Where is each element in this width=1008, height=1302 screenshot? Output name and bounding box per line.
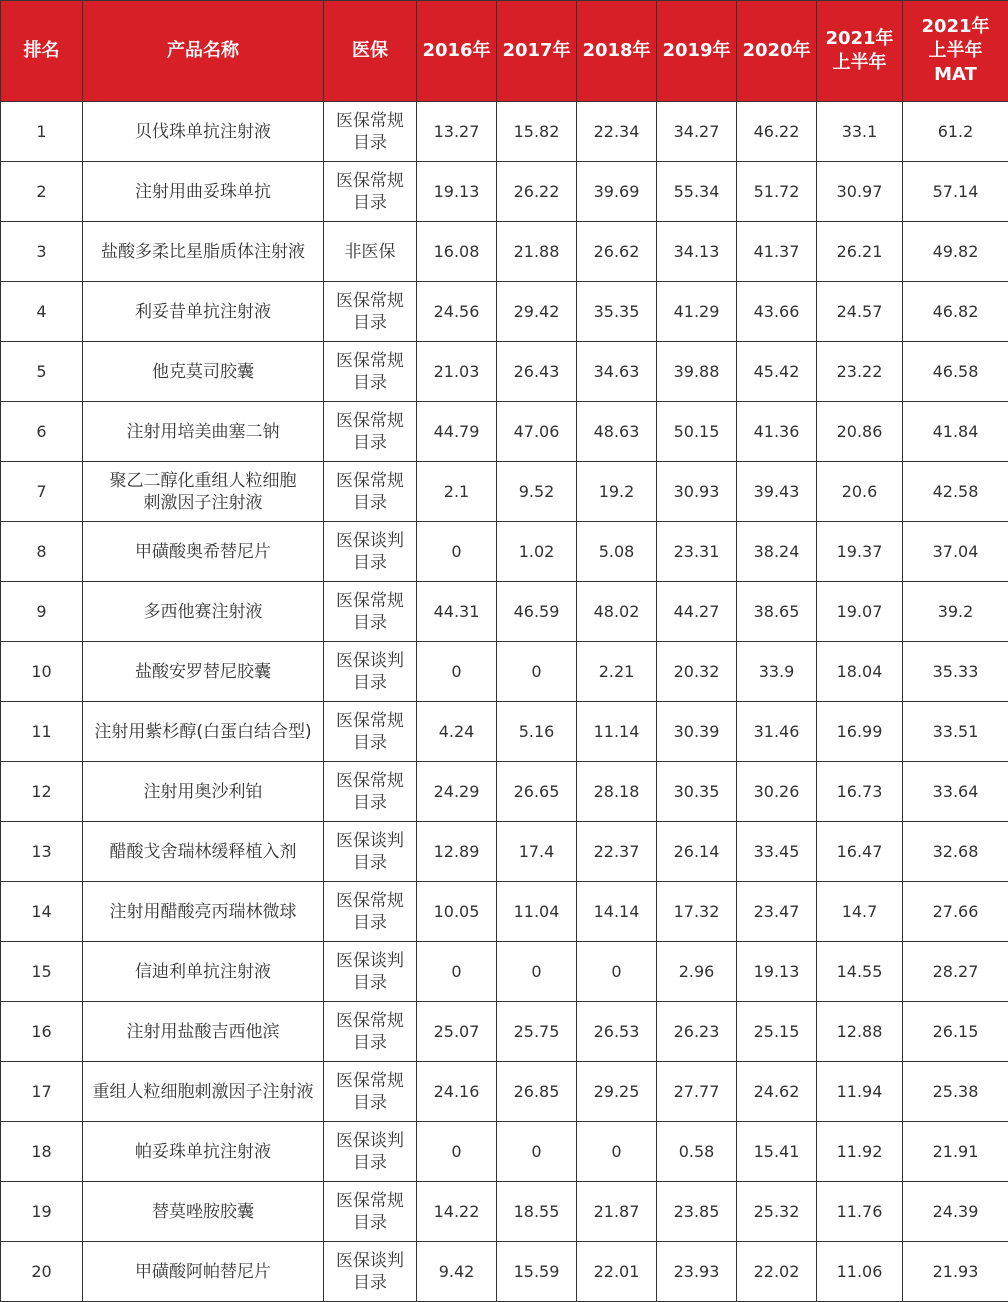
- value-2020-cell: 23.47: [737, 882, 817, 942]
- value-2020-cell: 38.65: [737, 582, 817, 642]
- value-2017-cell: 25.75: [497, 1002, 577, 1062]
- value-2020-cell: 41.37: [737, 222, 817, 282]
- value-2021-h1-cell: 20.6: [817, 462, 903, 522]
- value-2020-cell: 25.15: [737, 1002, 817, 1062]
- value-2021-h1-cell: 33.1: [817, 102, 903, 162]
- insurance-cell-line: 目录: [353, 972, 387, 993]
- insurance-cell-line: 目录: [353, 912, 387, 933]
- value-2018-cell: 0: [577, 1122, 657, 1182]
- value-2016-cell: 0: [417, 1122, 497, 1182]
- value-2018-cell: 48.02: [577, 582, 657, 642]
- value-2016-cell: 9.42: [417, 1242, 497, 1302]
- value-2019-cell: 26.14: [657, 822, 737, 882]
- table-row: [1, 1002, 1008, 1062]
- value-2016-cell: 2.1: [417, 462, 497, 522]
- value-2020-cell: 24.62: [737, 1062, 817, 1122]
- product-name-cell: 盐酸多柔比星脂质体注射液: [83, 222, 324, 282]
- table-row: [1, 642, 1008, 702]
- insurance-cell-line: 目录: [353, 552, 387, 573]
- value-2021-mat-cell: 25.38: [903, 1062, 1008, 1122]
- product-name-cell-line: 聚乙二醇化重组人粒细胞: [109, 470, 297, 491]
- value-2019-cell: 23.93: [657, 1242, 737, 1302]
- value-2021-mat-cell: 46.58: [903, 342, 1008, 402]
- value-2018-cell: 28.18: [577, 762, 657, 822]
- value-2021-h1-cell: 16.99: [817, 702, 903, 762]
- header-product-name: 产品名称: [83, 1, 324, 102]
- value-2020-cell: 51.72: [737, 162, 817, 222]
- product-name-cell: [83, 462, 324, 522]
- value-2017-cell: 26.22: [497, 162, 577, 222]
- product-name-cell: 甲磺酸奥希替尼片: [83, 522, 324, 582]
- rank-cell: 10: [1, 642, 83, 702]
- insurance-cell-line: 目录: [353, 312, 387, 333]
- table-row: [1, 282, 1008, 342]
- insurance-cell-line: 医保谈判: [336, 830, 404, 851]
- table-row: [1, 1242, 1008, 1302]
- insurance-cell: [324, 882, 417, 942]
- insurance-cell-line: 医保谈判: [336, 650, 404, 671]
- header-2018: 2018年: [577, 1, 657, 102]
- value-2019-cell: 23.31: [657, 522, 737, 582]
- value-2016-cell: 4.24: [417, 702, 497, 762]
- value-2020-cell: 22.02: [737, 1242, 817, 1302]
- value-2021-mat-cell: 41.84: [903, 402, 1008, 462]
- insurance-cell: [324, 702, 417, 762]
- value-2017-cell: 26.85: [497, 1062, 577, 1122]
- value-2017-cell: 46.59: [497, 582, 577, 642]
- product-name-cell: 注射用奥沙利铂: [83, 762, 324, 822]
- value-2021-mat-cell: 21.91: [903, 1122, 1008, 1182]
- value-2021-mat-cell: 46.82: [903, 282, 1008, 342]
- insurance-cell-line: 医保常规: [336, 1190, 404, 1211]
- value-2017-cell: 26.65: [497, 762, 577, 822]
- table-row: [1, 1182, 1008, 1242]
- value-2016-cell: 24.16: [417, 1062, 497, 1122]
- insurance-cell-line: 医保常规: [336, 1010, 404, 1031]
- value-2016-cell: 44.31: [417, 582, 497, 642]
- table-row: [1, 102, 1008, 162]
- value-2016-cell: 24.29: [417, 762, 497, 822]
- header-insurance: 医保: [324, 1, 417, 102]
- value-2016-cell: 10.05: [417, 882, 497, 942]
- rank-cell: 1: [1, 102, 83, 162]
- rank-cell: 7: [1, 462, 83, 522]
- insurance-cell-line: 医保谈判: [336, 950, 404, 971]
- insurance-cell-line: 医保常规: [336, 1070, 404, 1091]
- value-2020-cell: 33.9: [737, 642, 817, 702]
- insurance-cell: [324, 642, 417, 702]
- value-2018-cell: 39.69: [577, 162, 657, 222]
- value-2019-cell: 27.77: [657, 1062, 737, 1122]
- insurance-cell-line: 目录: [353, 1092, 387, 1113]
- insurance-cell: [324, 282, 417, 342]
- value-2020-cell: 19.13: [737, 942, 817, 1002]
- value-2020-cell: 33.45: [737, 822, 817, 882]
- product-name-cell: 重组人粒细胞刺激因子注射液: [83, 1062, 324, 1122]
- value-2017-cell: 5.16: [497, 702, 577, 762]
- value-2019-cell: 39.88: [657, 342, 737, 402]
- insurance-cell: [324, 342, 417, 402]
- product-name-cell: 注射用紫杉醇(白蛋白结合型): [83, 702, 324, 762]
- value-2019-cell: 23.85: [657, 1182, 737, 1242]
- table-row: [1, 402, 1008, 462]
- value-2017-cell: 11.04: [497, 882, 577, 942]
- rank-cell: 9: [1, 582, 83, 642]
- insurance-cell-line: 医保谈判: [336, 530, 404, 551]
- table-row: [1, 942, 1008, 1002]
- value-2018-cell: 0: [577, 942, 657, 1002]
- value-2016-cell: 12.89: [417, 822, 497, 882]
- insurance-cell-line: 医保常规: [336, 710, 404, 731]
- product-name-cell: 替莫唑胺胶囊: [83, 1182, 324, 1242]
- rank-cell: 3: [1, 222, 83, 282]
- insurance-cell-line: 目录: [353, 1152, 387, 1173]
- product-name-cell: 他克莫司胶囊: [83, 342, 324, 402]
- insurance-cell: [324, 102, 417, 162]
- value-2021-h1-cell: 26.21: [817, 222, 903, 282]
- product-name-cell: 甲磺酸阿帕替尼片: [83, 1242, 324, 1302]
- value-2021-h1-cell: 16.47: [817, 822, 903, 882]
- rank-cell: 5: [1, 342, 83, 402]
- value-2018-cell: 5.08: [577, 522, 657, 582]
- insurance-cell-line: 医保常规: [336, 350, 404, 371]
- value-2016-cell: 44.79: [417, 402, 497, 462]
- product-name-cell: 信迪利单抗注射液: [83, 942, 324, 1002]
- insurance-cell-line: 目录: [353, 1032, 387, 1053]
- value-2019-cell: 30.35: [657, 762, 737, 822]
- header-2021-mat-line: MAT: [934, 64, 977, 85]
- value-2017-cell: 47.06: [497, 402, 577, 462]
- value-2016-cell: 24.56: [417, 282, 497, 342]
- value-2019-cell: 17.32: [657, 882, 737, 942]
- insurance-cell-line: 非医保: [344, 241, 396, 262]
- product-name-cell: 利妥昔单抗注射液: [83, 282, 324, 342]
- rank-cell: 17: [1, 1062, 83, 1122]
- product-name-cell: 贝伐珠单抗注射液: [83, 102, 324, 162]
- rank-cell: 16: [1, 1002, 83, 1062]
- value-2021-mat-cell: 49.82: [903, 222, 1008, 282]
- rank-cell: 19: [1, 1182, 83, 1242]
- value-2019-cell: 34.27: [657, 102, 737, 162]
- insurance-cell-line: 医保谈判: [336, 1130, 404, 1151]
- value-2021-mat-cell: 26.15: [903, 1002, 1008, 1062]
- insurance-cell-line: 目录: [353, 492, 387, 513]
- value-2017-cell: 1.02: [497, 522, 577, 582]
- value-2018-cell: 2.21: [577, 642, 657, 702]
- value-2017-cell: 18.55: [497, 1182, 577, 1242]
- value-2020-cell: 39.43: [737, 462, 817, 522]
- value-2019-cell: 26.23: [657, 1002, 737, 1062]
- value-2021-mat-cell: 24.39: [903, 1182, 1008, 1242]
- value-2021-h1-cell: 23.22: [817, 342, 903, 402]
- value-2018-cell: 22.37: [577, 822, 657, 882]
- rank-cell: 15: [1, 942, 83, 1002]
- table-row: [1, 1122, 1008, 1182]
- insurance-cell: [324, 1062, 417, 1122]
- insurance-cell: [324, 822, 417, 882]
- value-2020-cell: 45.42: [737, 342, 817, 402]
- insurance-cell-line: 医保谈判: [336, 1250, 404, 1271]
- value-2017-cell: 15.59: [497, 1242, 577, 1302]
- header-rank: 排名: [1, 1, 83, 102]
- insurance-cell-line: 目录: [353, 732, 387, 753]
- value-2020-cell: 43.66: [737, 282, 817, 342]
- header-2017: 2017年: [497, 1, 577, 102]
- value-2021-mat-cell: 42.58: [903, 462, 1008, 522]
- insurance-cell: [324, 762, 417, 822]
- product-name-cell: 注射用曲妥珠单抗: [83, 162, 324, 222]
- value-2020-cell: 31.46: [737, 702, 817, 762]
- value-2019-cell: 30.93: [657, 462, 737, 522]
- value-2018-cell: 22.34: [577, 102, 657, 162]
- rank-cell: 6: [1, 402, 83, 462]
- insurance-cell: [324, 522, 417, 582]
- value-2021-mat-cell: 32.68: [903, 822, 1008, 882]
- rank-cell: 20: [1, 1242, 83, 1302]
- table-row: [1, 882, 1008, 942]
- rank-cell: 8: [1, 522, 83, 582]
- value-2021-mat-cell: 28.27: [903, 942, 1008, 1002]
- table-row: [1, 702, 1008, 762]
- value-2019-cell: 55.34: [657, 162, 737, 222]
- value-2018-cell: 29.25: [577, 1062, 657, 1122]
- header-2016: 2016年: [417, 1, 497, 102]
- rank-cell: 12: [1, 762, 83, 822]
- value-2016-cell: 0: [417, 942, 497, 1002]
- value-2018-cell: 14.14: [577, 882, 657, 942]
- insurance-cell-line: 目录: [353, 432, 387, 453]
- product-name-cell: 多西他赛注射液: [83, 582, 324, 642]
- rank-cell: 11: [1, 702, 83, 762]
- table-row: [1, 222, 1008, 282]
- insurance-cell-line: 医保常规: [336, 290, 404, 311]
- value-2021-h1-cell: 30.97: [817, 162, 903, 222]
- rank-cell: 18: [1, 1122, 83, 1182]
- table-row: [1, 162, 1008, 222]
- insurance-cell-line: 目录: [353, 672, 387, 693]
- insurance-cell-line: 医保常规: [336, 170, 404, 191]
- table-row: [1, 462, 1008, 522]
- value-2021-h1-cell: 12.88: [817, 1002, 903, 1062]
- header-2021-h1-line: 2021年: [825, 28, 894, 49]
- table-row: [1, 582, 1008, 642]
- value-2021-h1-cell: 14.7: [817, 882, 903, 942]
- insurance-cell: [324, 1182, 417, 1242]
- value-2020-cell: 38.24: [737, 522, 817, 582]
- value-2017-cell: 21.88: [497, 222, 577, 282]
- value-2021-h1-cell: 11.06: [817, 1242, 903, 1302]
- value-2017-cell: 0: [497, 642, 577, 702]
- product-name-cell: 盐酸安罗替尼胶囊: [83, 642, 324, 702]
- value-2016-cell: 0: [417, 642, 497, 702]
- value-2019-cell: 50.15: [657, 402, 737, 462]
- value-2021-h1-cell: 19.07: [817, 582, 903, 642]
- insurance-cell-line: 医保常规: [336, 110, 404, 131]
- table-row: [1, 342, 1008, 402]
- value-2017-cell: 0: [497, 942, 577, 1002]
- header-row: [1, 1, 1008, 102]
- header-2021-h1: [817, 1, 903, 102]
- header-2019: 2019年: [657, 1, 737, 102]
- insurance-cell-line: 医保常规: [336, 590, 404, 611]
- value-2019-cell: 0.58: [657, 1122, 737, 1182]
- value-2020-cell: 25.32: [737, 1182, 817, 1242]
- value-2019-cell: 41.29: [657, 282, 737, 342]
- value-2016-cell: 21.03: [417, 342, 497, 402]
- value-2019-cell: 20.32: [657, 642, 737, 702]
- value-2020-cell: 15.41: [737, 1122, 817, 1182]
- value-2021-mat-cell: 61.2: [903, 102, 1008, 162]
- value-2020-cell: 46.22: [737, 102, 817, 162]
- value-2021-mat-cell: 37.04: [903, 522, 1008, 582]
- insurance-cell-line: 医保常规: [336, 470, 404, 491]
- insurance-cell: [324, 1242, 417, 1302]
- value-2017-cell: 26.43: [497, 342, 577, 402]
- value-2021-mat-cell: 57.14: [903, 162, 1008, 222]
- value-2016-cell: 19.13: [417, 162, 497, 222]
- value-2017-cell: 9.52: [497, 462, 577, 522]
- value-2021-mat-cell: 27.66: [903, 882, 1008, 942]
- header-2021-h1-mat: [903, 1, 1008, 102]
- insurance-cell-line: 目录: [353, 1212, 387, 1233]
- value-2021-h1-cell: 11.76: [817, 1182, 903, 1242]
- value-2019-cell: 44.27: [657, 582, 737, 642]
- insurance-cell-line: 目录: [353, 612, 387, 633]
- value-2021-mat-cell: 35.33: [903, 642, 1008, 702]
- value-2021-h1-cell: 19.37: [817, 522, 903, 582]
- insurance-cell: [324, 1002, 417, 1062]
- value-2016-cell: 16.08: [417, 222, 497, 282]
- value-2018-cell: 19.2: [577, 462, 657, 522]
- value-2016-cell: 0: [417, 522, 497, 582]
- rank-cell: 4: [1, 282, 83, 342]
- table-row: [1, 522, 1008, 582]
- rank-cell: 14: [1, 882, 83, 942]
- value-2021-h1-cell: 11.92: [817, 1122, 903, 1182]
- insurance-cell: [324, 222, 417, 282]
- value-2016-cell: 13.27: [417, 102, 497, 162]
- value-2021-h1-cell: 24.57: [817, 282, 903, 342]
- insurance-cell-line: 目录: [353, 1272, 387, 1293]
- product-name-cell-line: 刺激因子注射液: [143, 492, 263, 513]
- insurance-cell-line: 目录: [353, 132, 387, 153]
- header-2021-mat-line: 2021年: [921, 16, 990, 37]
- value-2018-cell: 34.63: [577, 342, 657, 402]
- insurance-cell: [324, 942, 417, 1002]
- rank-cell: 2: [1, 162, 83, 222]
- value-2021-h1-cell: 11.94: [817, 1062, 903, 1122]
- product-name-cell: 注射用盐酸吉西他滨: [83, 1002, 324, 1062]
- insurance-cell: [324, 162, 417, 222]
- rank-cell: 13: [1, 822, 83, 882]
- value-2017-cell: 15.82: [497, 102, 577, 162]
- value-2018-cell: 26.53: [577, 1002, 657, 1062]
- table-row: [1, 762, 1008, 822]
- table-body: [1, 102, 1008, 1302]
- value-2021-mat-cell: 21.93: [903, 1242, 1008, 1302]
- product-name-cell: 注射用培美曲塞二钠: [83, 402, 324, 462]
- value-2020-cell: 41.36: [737, 402, 817, 462]
- product-name-cell: 帕妥珠单抗注射液: [83, 1122, 324, 1182]
- value-2021-mat-cell: 33.51: [903, 702, 1008, 762]
- value-2019-cell: 34.13: [657, 222, 737, 282]
- value-2020-cell: 30.26: [737, 762, 817, 822]
- value-2016-cell: 14.22: [417, 1182, 497, 1242]
- insurance-cell-line: 医保常规: [336, 770, 404, 791]
- insurance-cell: [324, 402, 417, 462]
- insurance-cell: [324, 1122, 417, 1182]
- product-name-cell: 醋酸戈舍瑞林缓释植入剂: [83, 822, 324, 882]
- value-2021-h1-cell: 20.86: [817, 402, 903, 462]
- value-2018-cell: 26.62: [577, 222, 657, 282]
- value-2021-h1-cell: 16.73: [817, 762, 903, 822]
- value-2021-h1-cell: 18.04: [817, 642, 903, 702]
- table-row: [1, 822, 1008, 882]
- insurance-cell-line: 目录: [353, 792, 387, 813]
- header-2020: 2020年: [737, 1, 817, 102]
- table-row: [1, 1062, 1008, 1122]
- product-name-cell: 注射用醋酸亮丙瑞林微球: [83, 882, 324, 942]
- value-2019-cell: 30.39: [657, 702, 737, 762]
- value-2021-mat-cell: 39.2: [903, 582, 1008, 642]
- value-2017-cell: 0: [497, 1122, 577, 1182]
- value-2021-h1-cell: 14.55: [817, 942, 903, 1002]
- value-2016-cell: 25.07: [417, 1002, 497, 1062]
- insurance-cell-line: 目录: [353, 852, 387, 873]
- table-header: [1, 1, 1008, 102]
- value-2017-cell: 29.42: [497, 282, 577, 342]
- value-2018-cell: 11.14: [577, 702, 657, 762]
- insurance-cell-line: 医保常规: [336, 410, 404, 431]
- insurance-cell-line: 目录: [353, 372, 387, 393]
- value-2018-cell: 48.63: [577, 402, 657, 462]
- value-2021-mat-cell: 33.64: [903, 762, 1008, 822]
- header-2021-mat-line: 上半年: [928, 40, 983, 61]
- insurance-cell-line: 目录: [353, 192, 387, 213]
- value-2017-cell: 17.4: [497, 822, 577, 882]
- insurance-cell-line: 医保常规: [336, 890, 404, 911]
- value-2018-cell: 22.01: [577, 1242, 657, 1302]
- header-2021-h1-line: 上半年: [832, 52, 887, 73]
- insurance-cell: [324, 462, 417, 522]
- insurance-cell: [324, 582, 417, 642]
- value-2018-cell: 21.87: [577, 1182, 657, 1242]
- value-2018-cell: 35.35: [577, 282, 657, 342]
- value-2019-cell: 2.96: [657, 942, 737, 1002]
